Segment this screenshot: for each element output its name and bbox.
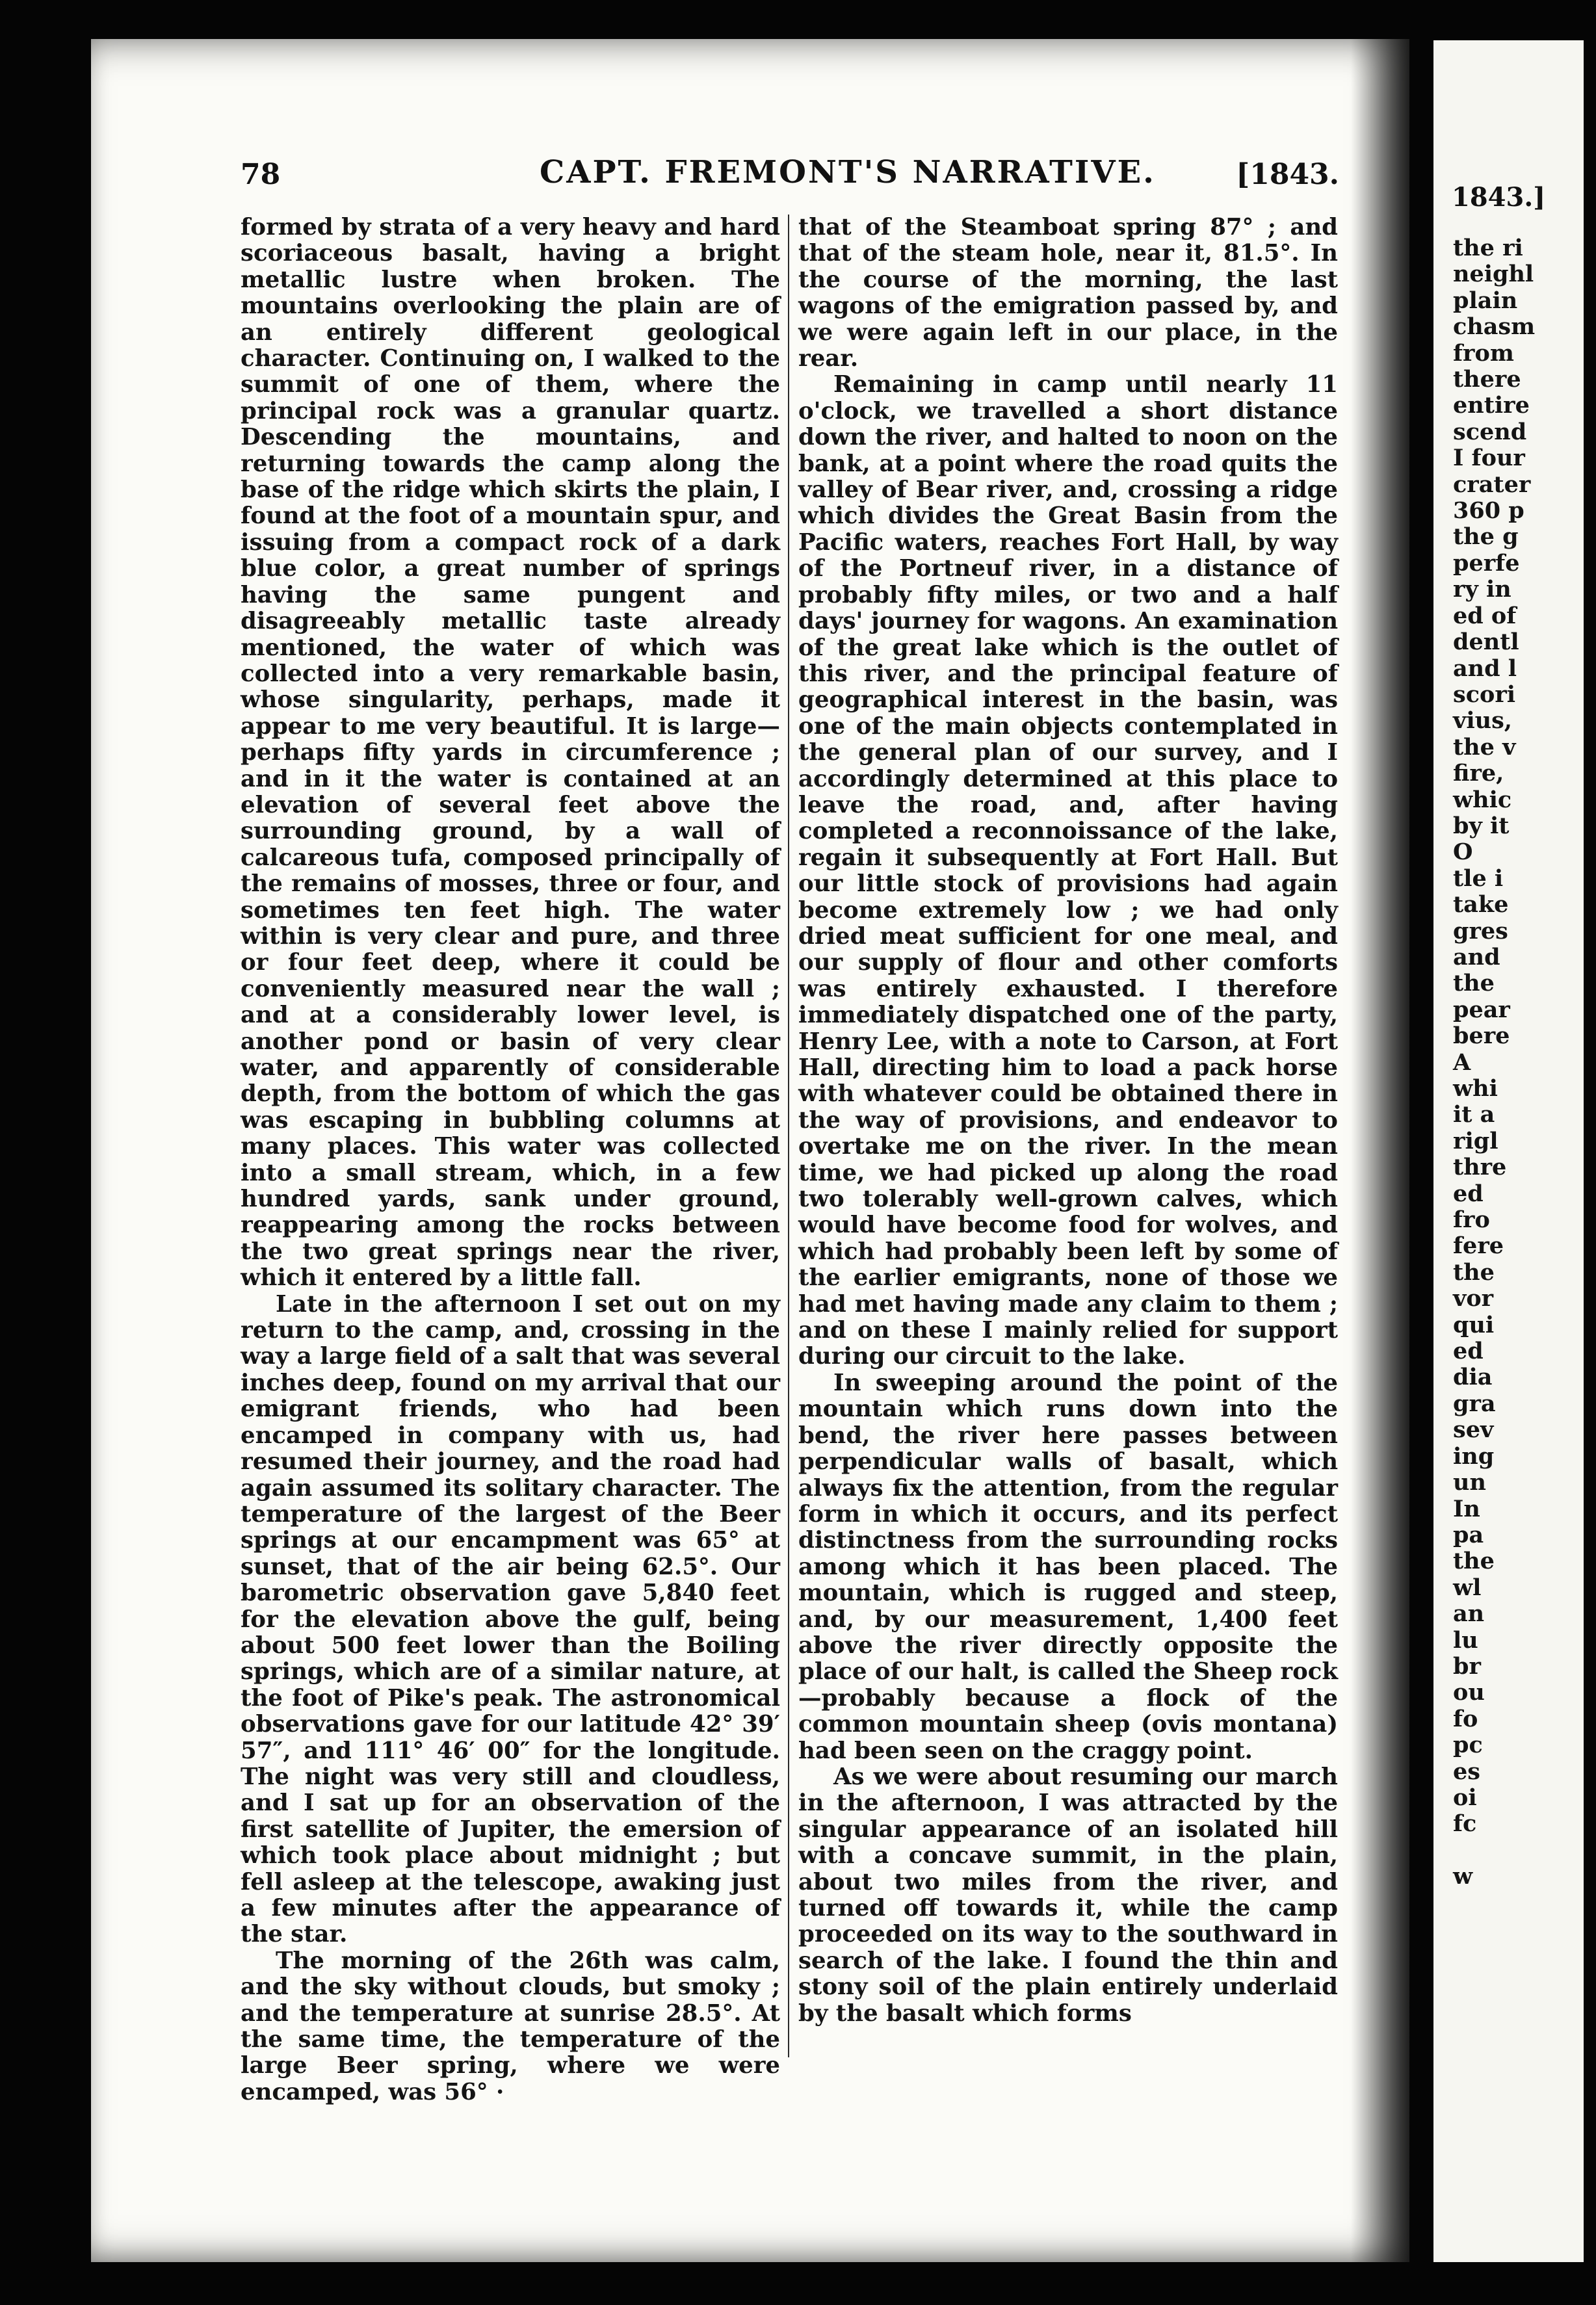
- header-year: [1843.: [1236, 158, 1339, 191]
- paragraph: In sweeping around the point of the mountain which runs down into the bend, the river here passes between perpendicular walls of basalt, which always fix the attention, from the regular form in which it occurs, and its perfect distinctness from the surrounding rocks among which it has been placed. The mountain, which is rugged and steep, and, by our measurement, 1,400 feet above the river directly opposite the place of our halt, is called the Sheep rock —probably because a flock of the common mountain sheep (ovis montana) had been seen on the craggy point.: [798, 1369, 1338, 1764]
- next-page-line: qui: [1453, 1311, 1495, 1338]
- paragraph: As we were about resuming our march in the afternoon, I was attracted by the singular appearance of an isolated hill with a concave summit, in the plain, about two miles from the river, and turned off towards it, while the camp proceeded on its way to the southward in search of the lake. I found the thin and stony soil of the plain entirely underlaid by the basalt which forms: [798, 1763, 1338, 2027]
- next-page-line: 360 p: [1453, 497, 1524, 525]
- next-page-line: ing: [1453, 1442, 1495, 1470]
- next-page-edge: [1433, 40, 1584, 2262]
- next-page-line: fo: [1453, 1705, 1478, 1732]
- next-page-line: rigl: [1453, 1127, 1498, 1154]
- next-page-line: es: [1453, 1758, 1480, 1785]
- next-page-line: vor: [1453, 1285, 1494, 1312]
- next-page-line: ou: [1453, 1679, 1485, 1706]
- next-page-line: entire: [1453, 392, 1530, 419]
- next-page-line: perfe: [1453, 549, 1520, 577]
- paragraph: that of the Steamboat spring 87° ; and that of the steam hole, near it, 81.5°. In the course of the morning, the last wagons of the emigration passed by, and we were again left in our place, in the rear.: [798, 214, 1338, 372]
- next-page-line: from: [1453, 339, 1514, 367]
- next-page-line: [1453, 1838, 1596, 1864]
- next-page-line: bere: [1453, 1022, 1510, 1050]
- right-column: [798, 215, 1338, 2087]
- next-page-line: fire,: [1453, 760, 1504, 787]
- next-page-line: un: [1453, 1469, 1486, 1496]
- next-page-line: In: [1453, 1495, 1480, 1522]
- next-page-line: vius,: [1453, 707, 1512, 735]
- next-page-line: neighl: [1453, 261, 1534, 288]
- paragraph: formed by strata of a very heavy and hard scoriaceous basalt, having a bright metallic lustre when broken. The mountains overlooking the plain are of an entirely different geological character. Continuing on, I walked to the summit of one of them, where the principal rock was a granular quartz. Descending the mountains, and returning towards the camp along the base of the ridge which skirts the plain, I found at the foot of a mountain spur, and issuing from a compact rock of a dark blue color, a great number of springs having the same pungent and disagreeably metallic taste already mentioned, the water of which was collected into a very remarkable basin, whose singularity, perhaps, made it appear to me very beautiful. It is large—perhaps fifty yards in circumference ; and in it the water is contained at an elevation of several feet above the surrounding ground, by a wall of calcareous tufa, composed principally of the remains of mosses, three or four, and sometimes ten feet high. The water within is very clear and pure, and three or four feet deep, where it could be conveniently measured near the wall ; and at a considerably lower level, is another pond or basin of very clear water, and apparently of considerable depth, from the bottom of which the gas was escaping in bubbling columns at many places. This water was collected into a small stream, which, in a few hundred yards, sank under ground, reappearing among the rocks between the two great springs near the river, which it entered by a little fall.: [241, 214, 780, 1292]
- next-page-line: the: [1453, 1258, 1495, 1286]
- next-page-line: whic: [1453, 786, 1512, 813]
- next-page-line: pa: [1453, 1521, 1484, 1548]
- next-page-line: whi: [1453, 1075, 1498, 1102]
- next-page-line: chasm: [1453, 313, 1536, 341]
- page-header: [241, 153, 1339, 192]
- next-page-line: tle i: [1453, 865, 1504, 892]
- next-page-line: lu: [1453, 1626, 1478, 1654]
- next-page-line: plain: [1453, 287, 1518, 314]
- page-number: 78: [241, 158, 281, 191]
- next-page-line: pc: [1453, 1732, 1483, 1759]
- next-page-line: fro: [1453, 1206, 1490, 1234]
- next-page-line: it a: [1453, 1101, 1495, 1128]
- next-page-line: I four: [1453, 445, 1525, 472]
- left-column: [241, 214, 780, 2105]
- next-page-line: dia: [1453, 1364, 1493, 1391]
- paragraph: The morning of the 26th was calm, and the sky without clouds, but smoky ; and the temperature at sunrise 28.5°. At the same time, the temperature of the large Beer spring, where we were encamped, was 56° ·: [241, 1947, 780, 2105]
- next-page-line: the ri: [1453, 235, 1523, 261]
- next-page-line: ry in: [1453, 576, 1511, 603]
- column-divider: [788, 215, 789, 2057]
- next-page-year: 1843.]: [1452, 182, 1546, 213]
- paragraph: Late in the afternoon I set out on my return to the camp, and, crossing in the way a large field of a salt that was several inches deep, found on my arrival that our emigrant friends, who had been encamped in company with us, had resumed their journey, and the road had again assumed its solitary character. The temperature of the largest of the Beer springs at our encampment was 65° at sunset, that of the air being 62.5°. Our barometric observation gave 5,840 feet for the elevation above the gulf, being about 500 feet lower than the Boiling springs, which are of a similar nature, at the foot of Pike's peak. The astronomical observations gave for our latitude 42° 39′ 57″, and 111° 46′ 00″ for the longitude. The night was very still and cloudless, and I sat up for an observation of the first satellite of Jupiter, the emersion of which took place about midnight ; but fell asleep at the telescope, awaking just a few minutes after the appearance of the star.: [241, 1290, 780, 1948]
- next-page-line: scori: [1453, 681, 1516, 708]
- next-page-line: A: [1453, 1048, 1471, 1076]
- next-page-line: ed of: [1453, 602, 1517, 629]
- next-page-line: and l: [1453, 655, 1517, 682]
- next-page-line: the: [1453, 970, 1495, 997]
- next-page-line: sev: [1453, 1416, 1494, 1444]
- next-page-line: take: [1453, 891, 1509, 918]
- next-page-line: fc: [1453, 1810, 1477, 1838]
- next-page-line: scend: [1453, 418, 1527, 445]
- running-title: CAPT. FREMONT'S NARRATIVE.: [540, 154, 1156, 190]
- next-page-line: pear: [1453, 996, 1510, 1023]
- next-page-line: and: [1453, 943, 1500, 970]
- next-page-line: the g: [1453, 523, 1519, 551]
- next-page-line: an: [1453, 1600, 1485, 1628]
- next-page-line: the: [1453, 1548, 1495, 1575]
- next-page-line: gra: [1453, 1390, 1496, 1417]
- next-page-line: O: [1453, 839, 1473, 866]
- next-page-line: crater: [1453, 471, 1531, 498]
- next-page-line: br: [1453, 1652, 1481, 1680]
- next-page-line: gres: [1453, 917, 1508, 944]
- next-page-line: thre: [1453, 1154, 1507, 1181]
- next-page-line: ed: [1453, 1180, 1484, 1207]
- next-page-line: wl: [1453, 1574, 1482, 1601]
- next-page-line: the v: [1453, 733, 1516, 761]
- gutter-shadow: [1351, 39, 1409, 2262]
- paragraph: Remaining in camp until nearly 11 o'clock, we travelled a short distance down the river, and halted to noon on the bank, at a point where the road quits the valley of Bear river, and, crossing a ridge which divides the Great Basin from the Pacific waters, reaches Fort Hall, by way of the Portneuf river, in a distance of probably fifty miles, or two and a half days' journey for wagons. An examination of the great lake which is the outlet of this river, and the principal feature of geographical interest in the basin, was one of the main objects contemplated in the general plan of our survey, and I accordingly determined at this place to leave the road, and, after having completed a reconnoissance of the lake, regain it subsequently at Fort Hall. But our little stock of provisions had again become extremely low ; we had only dried meat sufficient for one meal, and our supply of flour and other comforts was entirely exhausted. I therefore immediately dispatched one of the party, Henry Lee, with a note to Carson, at Fort Hall, directing him to load a pack horse with whatever could be obtained there in the way of provisions, and endeavor to overtake me on the river. In the mean time, we had picked up along the road two tolerably well-grown calves, which would have become food for wolves, and which had probably been left by some of the earlier emigrants, none of those we had met having made any claim to them ; and on these I mainly relied for support during our circuit to the lake.: [798, 371, 1338, 1370]
- next-page-fragments: [1453, 235, 1596, 1890]
- next-page-line: oi: [1453, 1784, 1477, 1811]
- next-page-line: there: [1453, 366, 1521, 393]
- next-page-line: by it: [1453, 812, 1510, 839]
- next-page-line: fere: [1453, 1232, 1504, 1260]
- next-page-line: ed: [1453, 1338, 1484, 1365]
- next-page-line: w: [1453, 1863, 1473, 1890]
- next-page-line: dentl: [1453, 629, 1519, 656]
